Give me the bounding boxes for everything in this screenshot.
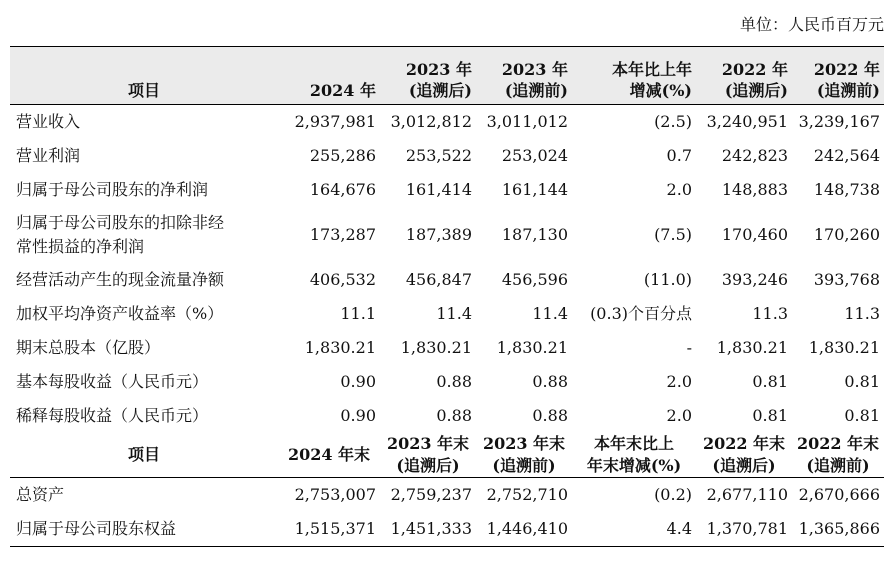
- table-row: [10, 331, 884, 365]
- cell-value: 170,260: [813, 225, 880, 244]
- cell-value: 253,522: [405, 146, 472, 165]
- cell-value: 11.4: [532, 304, 568, 323]
- cell-value: 242,564: [813, 146, 880, 165]
- cell-value: 456,596: [501, 270, 568, 289]
- cell-value: 0.81: [844, 372, 880, 391]
- cell-value: 0.88: [436, 372, 472, 391]
- cell-value: 164,676: [309, 180, 376, 199]
- table-row: [10, 207, 884, 263]
- cell-value: 1,830.21: [716, 338, 788, 357]
- cell-value: 11.4: [436, 304, 472, 323]
- cell-value: 0.88: [532, 406, 568, 425]
- cell-value: 0.88: [436, 406, 472, 425]
- cell-value: 2,937,981: [294, 112, 376, 131]
- row-label: 加权平均净资产收益率（%）: [16, 304, 224, 323]
- header-item: 项目: [10, 433, 278, 478]
- cell-value: 1,365,866: [792, 512, 884, 547]
- header-col: 2022 年 (追溯前): [792, 47, 884, 105]
- table-row: [10, 173, 884, 207]
- cell-value: 393,768: [813, 270, 880, 289]
- cell-value: 2,753,007: [294, 485, 376, 504]
- cell-value: 170,460: [721, 225, 788, 244]
- cell-value: (0.3)个百分点: [590, 304, 692, 323]
- row-label: 营业收入: [16, 112, 81, 131]
- cell-value: 0.90: [340, 372, 376, 391]
- cell-value: 1,515,371: [278, 512, 380, 547]
- row-label: 基本每股收益（人民币元）: [16, 372, 209, 391]
- cell-value: 11.3: [844, 304, 880, 323]
- cell-value: 2,677,110: [706, 485, 788, 504]
- cell-value: 2.0: [666, 180, 692, 199]
- cell-value: 11.1: [340, 304, 376, 323]
- cell-value: 11.3: [752, 304, 788, 323]
- cell-value: -: [686, 338, 692, 357]
- cell-value: 0.81: [752, 372, 788, 391]
- cell-value: 0.81: [844, 406, 880, 425]
- header-col: 2024 年: [278, 47, 380, 105]
- cell-value: 4.4: [572, 512, 696, 547]
- table-row: [10, 399, 884, 433]
- table-row: [10, 263, 884, 297]
- cell-value: (2.5): [654, 112, 692, 131]
- header-col: 2023 年 (追溯后): [380, 47, 476, 105]
- cell-value: 2,759,237: [390, 485, 472, 504]
- cell-value: 1,830.21: [496, 338, 568, 357]
- cell-value: 3,240,951: [706, 112, 788, 131]
- cell-value: 148,738: [813, 180, 880, 199]
- cell-value: 3,239,167: [798, 112, 880, 131]
- row-label: 经营活动产生的现金流量净额: [16, 270, 225, 289]
- cell-value: 2.0: [666, 406, 692, 425]
- cell-value: 253,024: [501, 146, 568, 165]
- row-label: 期末总股本（亿股）: [16, 338, 161, 357]
- cell-value: 187,130: [501, 225, 568, 244]
- header-item: 项目: [10, 47, 278, 105]
- cell-value: 148,883: [721, 180, 788, 199]
- cell-value: 242,823: [721, 146, 788, 165]
- header-col: 2023 年末 (追溯前): [476, 433, 572, 478]
- row-label: 归属于母公司股东的扣除非经 常性损益的净利润: [16, 213, 225, 256]
- cell-value: 2,752,710: [486, 485, 568, 504]
- header-col: 2022 年末 (追溯后): [696, 433, 792, 478]
- table-row: [10, 105, 884, 140]
- row-label: 营业利润: [16, 146, 81, 165]
- cell-value: 0.81: [752, 406, 788, 425]
- row-label: 归属于母公司股东的净利润: [16, 180, 209, 199]
- cell-value: 161,144: [501, 180, 568, 199]
- header-row-1: [10, 47, 884, 105]
- header-col: 2024 年末: [278, 433, 380, 478]
- row-label: 总资产: [16, 485, 65, 504]
- header-col: 本年比上年 增减(%): [572, 47, 696, 105]
- header-row-2: [10, 433, 884, 478]
- cell-value: 1,446,410: [476, 512, 572, 547]
- row-label: 稀释每股收益（人民币元）: [16, 406, 209, 425]
- cell-value: 2,670,666: [798, 485, 880, 504]
- cell-value: (0.2): [654, 485, 692, 504]
- cell-value: 3,011,012: [486, 112, 568, 131]
- cell-value: 161,414: [405, 180, 472, 199]
- cell-value: 1,830.21: [304, 338, 376, 357]
- table-row: [10, 139, 884, 173]
- cell-value: 3,012,812: [390, 112, 472, 131]
- unit-label: 单位：人民币百万元: [739, 15, 884, 34]
- header-col: 2023 年 (追溯前): [476, 47, 572, 105]
- table-row: [10, 512, 884, 547]
- cell-value: 255,286: [309, 146, 376, 165]
- header-col: 2022 年 (追溯后): [696, 47, 792, 105]
- cell-value: 187,389: [405, 225, 472, 244]
- table-row: [10, 478, 884, 513]
- table-row: [10, 365, 884, 399]
- cell-value: (11.0): [643, 270, 692, 289]
- cell-value: 1,830.21: [808, 338, 880, 357]
- header-col: 本年末比上 年末增减(%): [572, 433, 696, 478]
- cell-value: 0.90: [340, 406, 376, 425]
- header-col: 2023 年末 (追溯后): [380, 433, 476, 478]
- cell-value: 1,370,781: [696, 512, 792, 547]
- cell-value: 1,830.21: [400, 338, 472, 357]
- row-label: 归属于母公司股东权益: [10, 512, 278, 547]
- cell-value: 456,847: [405, 270, 472, 289]
- cell-value: 0.88: [532, 372, 568, 391]
- financial-summary-table: [10, 46, 884, 547]
- cell-value: 1,451,333: [380, 512, 476, 547]
- cell-value: 173,287: [309, 225, 376, 244]
- cell-value: 0.7: [666, 146, 692, 165]
- cell-value: 393,246: [721, 270, 788, 289]
- cell-value: 406,532: [309, 270, 376, 289]
- cell-value: (7.5): [654, 225, 692, 244]
- table-row: [10, 297, 884, 331]
- header-col: 2022 年末 (追溯前): [792, 433, 884, 478]
- cell-value: 2.0: [666, 372, 692, 391]
